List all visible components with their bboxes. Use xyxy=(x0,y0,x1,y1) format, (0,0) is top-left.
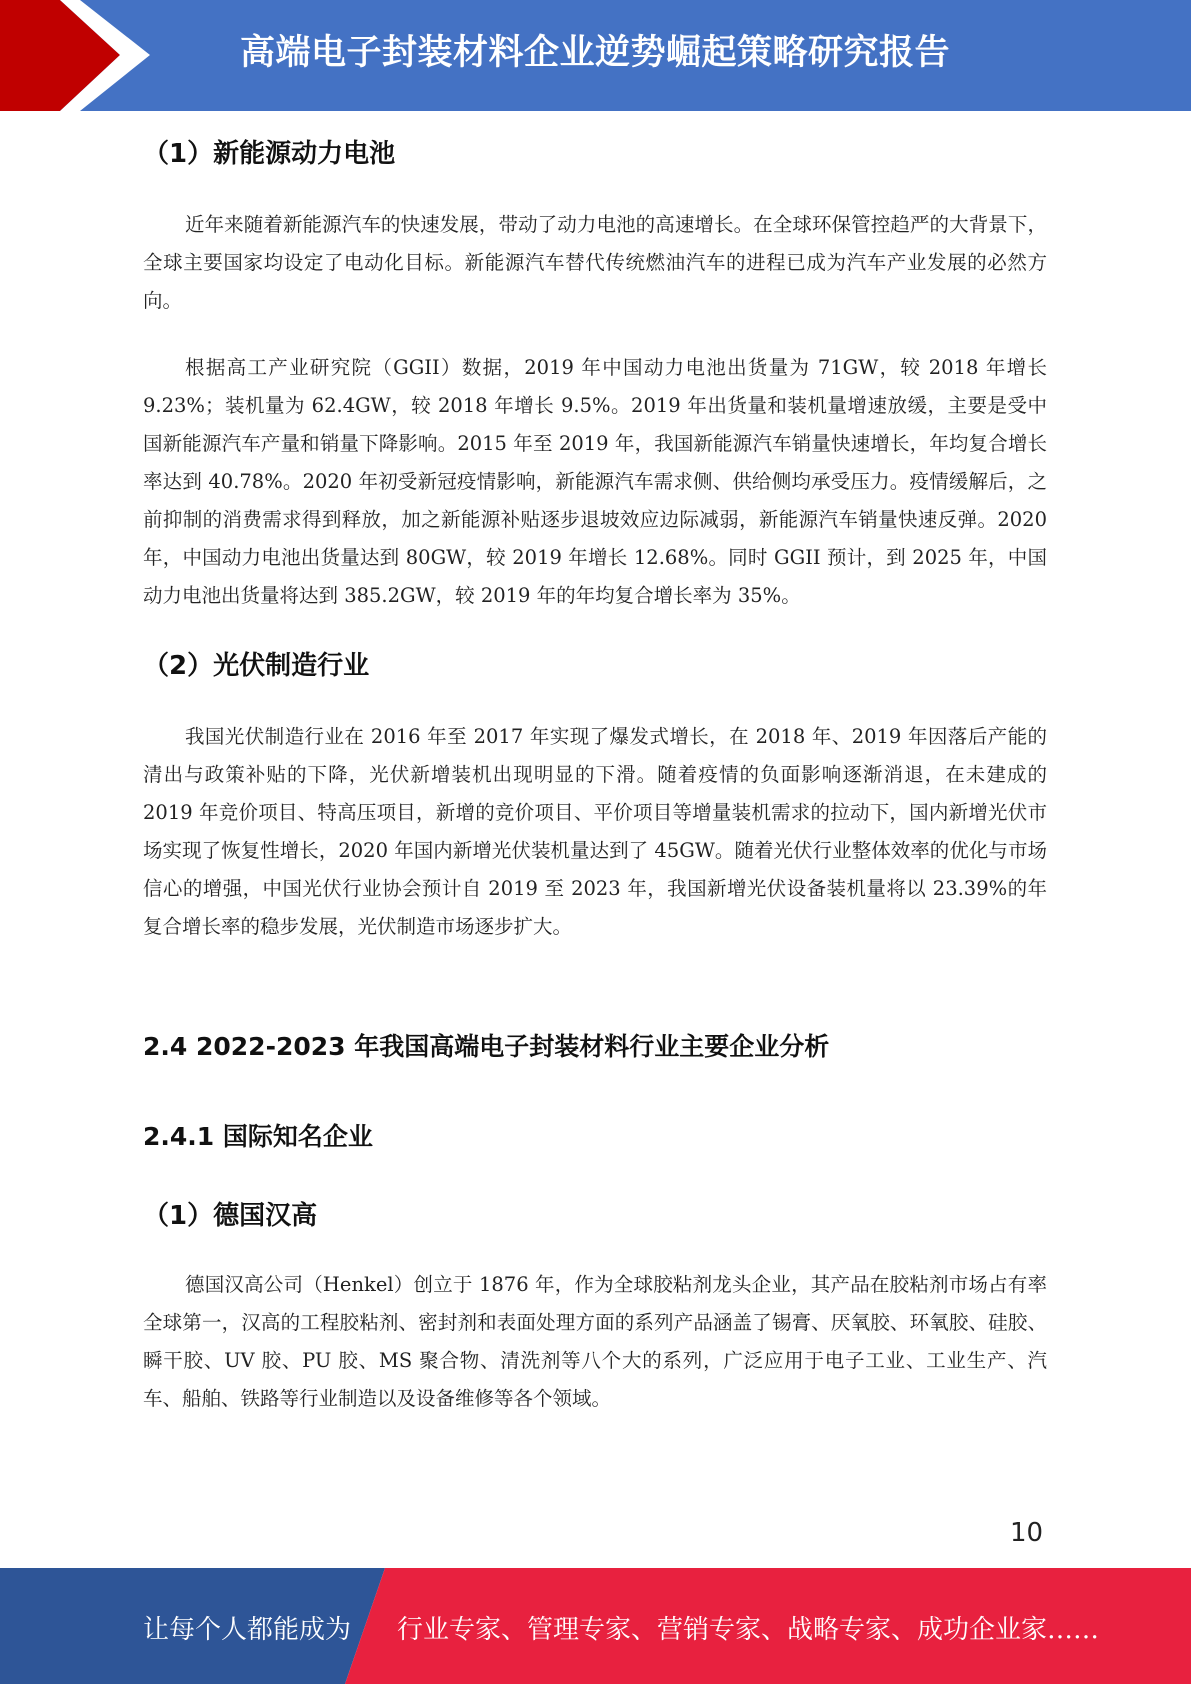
header-chevron-decoration xyxy=(0,0,160,111)
footer-slogan-left: 让每个人都能成为 xyxy=(143,1615,352,1645)
page-header xyxy=(0,0,1191,111)
chapter-heading-2-4-1: 2.4.1 国际知名企业 xyxy=(143,1122,373,1151)
report-title: 高端电子封装材料企业逆势崛起策略研究报告 xyxy=(240,33,951,73)
page-number: 10 xyxy=(1010,1518,1044,1548)
paragraph-power-battery-data: 根据高工产业研究院（GGII）数据，2019 年中国动力电池出货量为 71GW，较 2018 年增长 9.23%；装机量为 62.4GW，较 2018 年增长 9.5%。2019 年出货量和装机量增速放缓，主要是受中国新能源汽车产量和销量下降影响。2015 年至 2019 年，我国新能源汽车销量快速增长，年均复合增长率达到 40.78%。2020 年初受新冠疫情影响，新能源汽车需求侧、供给侧均承受压力。疫情缓解后，之前抑制的消费需求得到释放，加之新能源补贴逐步退坡效应边际减弱，新能源汽车销量快速反弹。2020 年，中国动力电池出货量达到 80GW，较 2019 年增长 12.68%。同时 GGII 预计，到 2025 年，中国动力电池出货量将达到 385.2GW，较 2019 年的年均复合增长率为 35%。 xyxy=(143,356,1047,607)
paragraph-henkel: 德国汉高公司（Henkel）创立于 1876 年，作为全球胶粘剂龙头企业，其产品在胶粘剂市场占有率全球第一，汉高的工程胶粘剂、密封剂和表面处理方面的系列产品涵盖了锡膏、厌氧胶、环氧胶、硅胶、瞬干胶、UV 胶、PU 胶、MS 聚合物、清洗剂等八个大的系列，广泛应用于电子工业、工业生产、汽车、船舶、铁路等行业制造以及设备维修等各个领域。 xyxy=(143,1273,1047,1410)
section-heading-henkel: （1）德国汉高 xyxy=(143,1201,318,1231)
footer-slogan-right: 行业专家、管理专家、营销专家、战略专家、成功企业家…… xyxy=(397,1615,1100,1645)
section-heading-power-battery: （1）新能源动力电池 xyxy=(143,139,396,169)
paragraph-photovoltaic: 我国光伏制造行业在 2016 年至 2017 年实现了爆发式增长，在 2018 年、2019 年因落后产能的清出与政策补贴的下降，光伏新增装机出现明显的下滑。随着疫情的负面影响逐渐消退，在未建成的 2019 年竞价项目、特高压项目，新增的竞价项目、平价项目等增量装机需求的拉动下，国内新增光伏市场实现了恢复性增长，2020 年国内新增光伏装机量达到了 45GW。随着光伏行业整体效率的优化与市场信心的增强，中国光伏行业协会预计自 2019 至 2023 年，我国新增光伏设备装机量将以 23.39%的年复合增长率的稳步发展，光伏制造市场逐步扩大。 xyxy=(143,725,1047,938)
paragraph-power-battery-intro: 近年来随着新能源汽车的快速发展，带动了动力电池的高速增长。在全球环保管控趋严的大背景下，全球主要国家均设定了电动化目标。新能源汽车替代传统燃油汽车的进程已成为汽车产业发展的必然方向。 xyxy=(143,213,1047,312)
section-heading-photovoltaic: （2）光伏制造行业 xyxy=(143,651,370,681)
page-footer xyxy=(0,1568,1191,1684)
chapter-heading-2-4: 2.4 2022-2023 年我国高端电子封装材料行业主要企业分析 xyxy=(143,1032,830,1061)
